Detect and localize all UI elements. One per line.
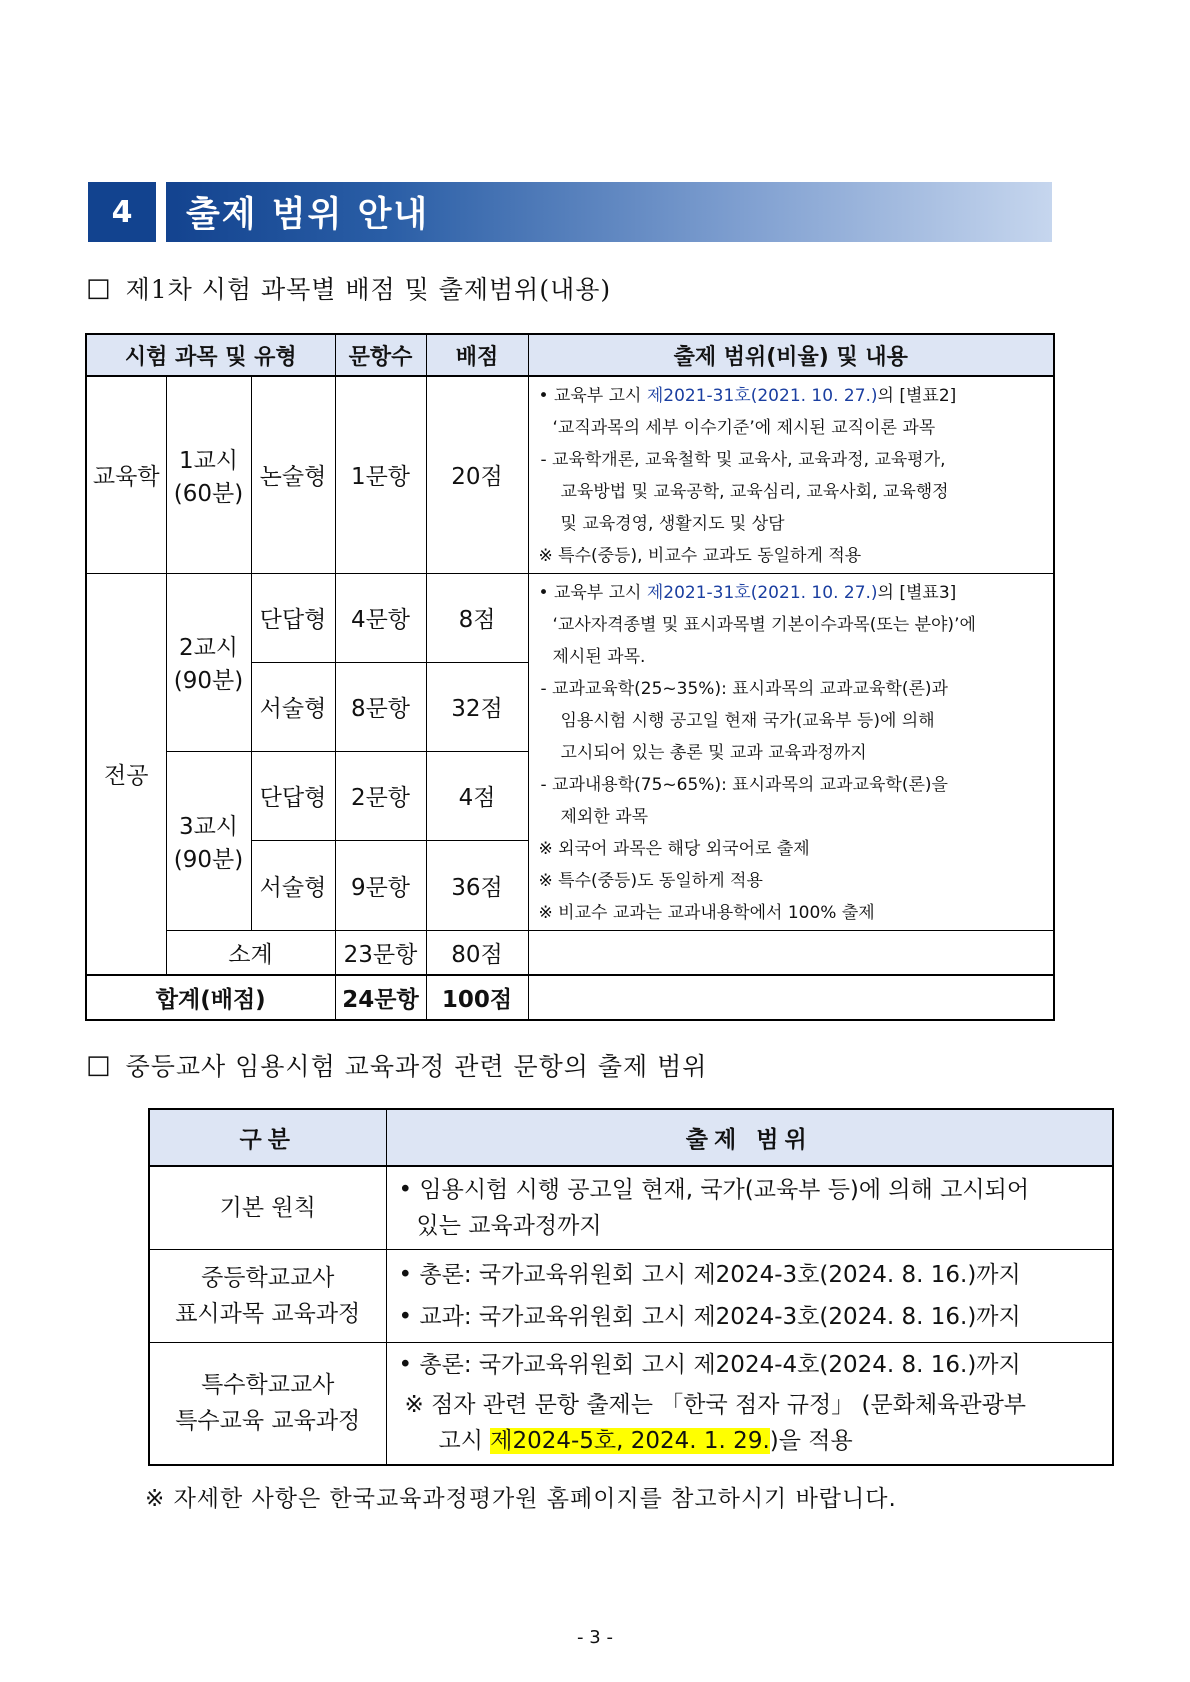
- period-label: 1교시: [178, 447, 239, 474]
- period-time: (90분): [173, 846, 244, 873]
- category-line: 표시과목 교육과정: [175, 1300, 361, 1327]
- desc-line: • 교육부 고시 제2021-31호(2021. 10. 27.)의 [별표3]: [538, 582, 957, 603]
- desc-line: ※ 비교수 교과는 교과내용학에서 100% 출제: [538, 902, 875, 923]
- scope-line: 고시 제2024-5호, 2024. 1. 29.)을 적용: [438, 1428, 853, 1455]
- header-subject: 시험 과목 및 유형: [86, 334, 335, 376]
- subtotal-label: 소계: [166, 930, 335, 975]
- header-category: 구분: [149, 1109, 386, 1166]
- education-range-desc: [528, 376, 1054, 573]
- desc-line: ※ 외국어 과목은 해당 외국어로 출제: [538, 838, 810, 859]
- count-cell: 4문항: [335, 573, 426, 662]
- score-cell: 32점: [426, 662, 528, 751]
- desc-line: 임용시험 시행 공고일 현재 국가(교육부 등)에 의해: [560, 710, 935, 731]
- section-title: 출제 범위 안내: [186, 195, 430, 235]
- scope-basic: [386, 1166, 1113, 1249]
- highlighted-ref: 제2024-5호, 2024. 1. 29.: [490, 1428, 770, 1455]
- header-score: 배점: [426, 334, 528, 376]
- scope-line: • 임용시험 시행 공고일 현재, 국가(교육부 등)에 의해 고시되어: [398, 1176, 1030, 1203]
- period-label: 2교시: [178, 635, 239, 661]
- desc-line: 제외한 과목: [560, 806, 649, 827]
- header-scope: 출제 범위: [386, 1109, 1113, 1166]
- desc-line: 교육방법 및 교육공학, 교육심리, 교육사회, 교육행정: [560, 482, 949, 502]
- type-cell: 서술형: [251, 840, 335, 930]
- scope-line: ※ 점자 관련 문항 출제는 「한국 점자 규정」 (문화체육관광부: [404, 1392, 1027, 1419]
- heading-text: 중등교사 임용시험 교육과정 관련 문항의 출제 범위: [125, 1052, 708, 1081]
- desc-line: ※ 특수(중등)도 동일하게 적용: [538, 870, 763, 891]
- subject-major: 전공: [86, 573, 166, 975]
- score-cell: 36점: [426, 840, 528, 930]
- score-cell: 20점: [426, 376, 528, 573]
- scope-line: • 총론: 국가교육위원회 고시 제2024-3호(2024. 8. 16.)까지: [398, 1261, 1021, 1288]
- desc-line: ‘교사자격종별 및 표시과목별 기본이수과목(또는 분야)’에: [552, 614, 976, 635]
- category-special: [149, 1342, 386, 1465]
- scope-line: • 총론: 국가교육위원회 고시 제2024-4호(2024. 8. 16.)까지: [398, 1352, 1021, 1379]
- desc-line: 제시된 과목.: [552, 646, 646, 667]
- score-cell: 4점: [426, 751, 528, 840]
- scope-special: [386, 1342, 1113, 1465]
- total-label: 합계(배점): [86, 975, 335, 1020]
- desc-line: ‘교직과목의 세부 이수기준’에 제시된 교직이론 과목: [552, 418, 936, 438]
- category-secondary: [149, 1249, 386, 1342]
- scope-line: 있는 교육과정까지: [416, 1212, 602, 1239]
- checkbox-square-icon: □: [86, 1050, 112, 1080]
- desc-line: ※ 특수(중등), 비교수 교과도 동일하게 적용: [538, 546, 862, 566]
- scope-secondary: [386, 1249, 1113, 1342]
- type-cell: 서술형: [251, 662, 335, 751]
- category-line: 특수학교교사: [201, 1372, 335, 1399]
- curriculum-scope-table: [148, 1108, 1114, 1466]
- heading-exam-scope: [86, 270, 611, 306]
- desc-line: 및 교육경영, 생활지도 및 상담: [560, 514, 785, 534]
- type-cell: 단답형: [251, 573, 335, 662]
- period-1: [166, 376, 251, 573]
- period-label: 3교시: [178, 813, 239, 840]
- period-time: (90분): [173, 668, 244, 694]
- desc-line: - 교육학개론, 교육철학 및 교육사, 교육과정, 교육평가,: [540, 450, 946, 470]
- footnote: ※ 자세한 사항은 한국교육과정평가원 홈페이지를 참고하시기 바랍니다.: [145, 1486, 897, 1512]
- count-cell: 2문항: [335, 751, 426, 840]
- period-time: (60분): [173, 480, 244, 507]
- desc-line: - 교과교육학(25~35%): 표시과목의 교과교육학(론)과: [540, 678, 948, 699]
- checkbox-square-icon: □: [86, 273, 112, 303]
- count-cell: 9문항: [335, 840, 426, 930]
- subject-education: 교육학: [86, 376, 166, 573]
- desc-line: • 교육부 고시 제2021-31호(2021. 10. 27.)의 [별표2]: [538, 386, 957, 406]
- section-number: 4: [88, 182, 156, 242]
- type-essay: 논술형: [251, 376, 335, 573]
- header-count: 문항수: [335, 334, 426, 376]
- category-line: 특수교육 교육과정: [175, 1408, 361, 1435]
- count-cell: 8문항: [335, 662, 426, 751]
- subtotal-score: 80점: [426, 930, 528, 975]
- total-score: 100점: [426, 975, 528, 1020]
- period-2: [166, 573, 251, 751]
- exam-score-table: [85, 333, 1055, 1021]
- section-title-bar: [166, 182, 1052, 242]
- scope-line: • 교과: 국가교육위원회 고시 제2024-3호(2024. 8. 16.)까지: [398, 1303, 1021, 1330]
- period-3: [166, 751, 251, 930]
- major-range-desc: [528, 573, 1054, 930]
- page-number: - 3 -: [577, 1627, 613, 1648]
- category-basic: 기본 원칙: [149, 1166, 386, 1249]
- heading-curriculum-scope: [86, 1047, 707, 1083]
- header-range: 출제 범위(비율) 및 내용: [528, 334, 1054, 376]
- desc-line: 고시되어 있는 총론 및 교과 교육과정까지: [560, 742, 867, 763]
- empty-cell: [528, 975, 1054, 1020]
- count-cell: 1문항: [335, 376, 426, 573]
- score-cell: 8점: [426, 573, 528, 662]
- empty-cell: [528, 930, 1054, 975]
- subtotal-count: 23문항: [335, 930, 426, 975]
- heading-text: 제1차 시험 과목별 배점 및 출제범위(내용): [125, 275, 612, 304]
- total-count: 24문항: [335, 975, 426, 1020]
- category-line: 중등학교교사: [201, 1264, 335, 1291]
- type-cell: 단답형: [251, 751, 335, 840]
- desc-line: - 교과내용학(75~65%): 표시과목의 교과교육학(론)을: [540, 774, 948, 795]
